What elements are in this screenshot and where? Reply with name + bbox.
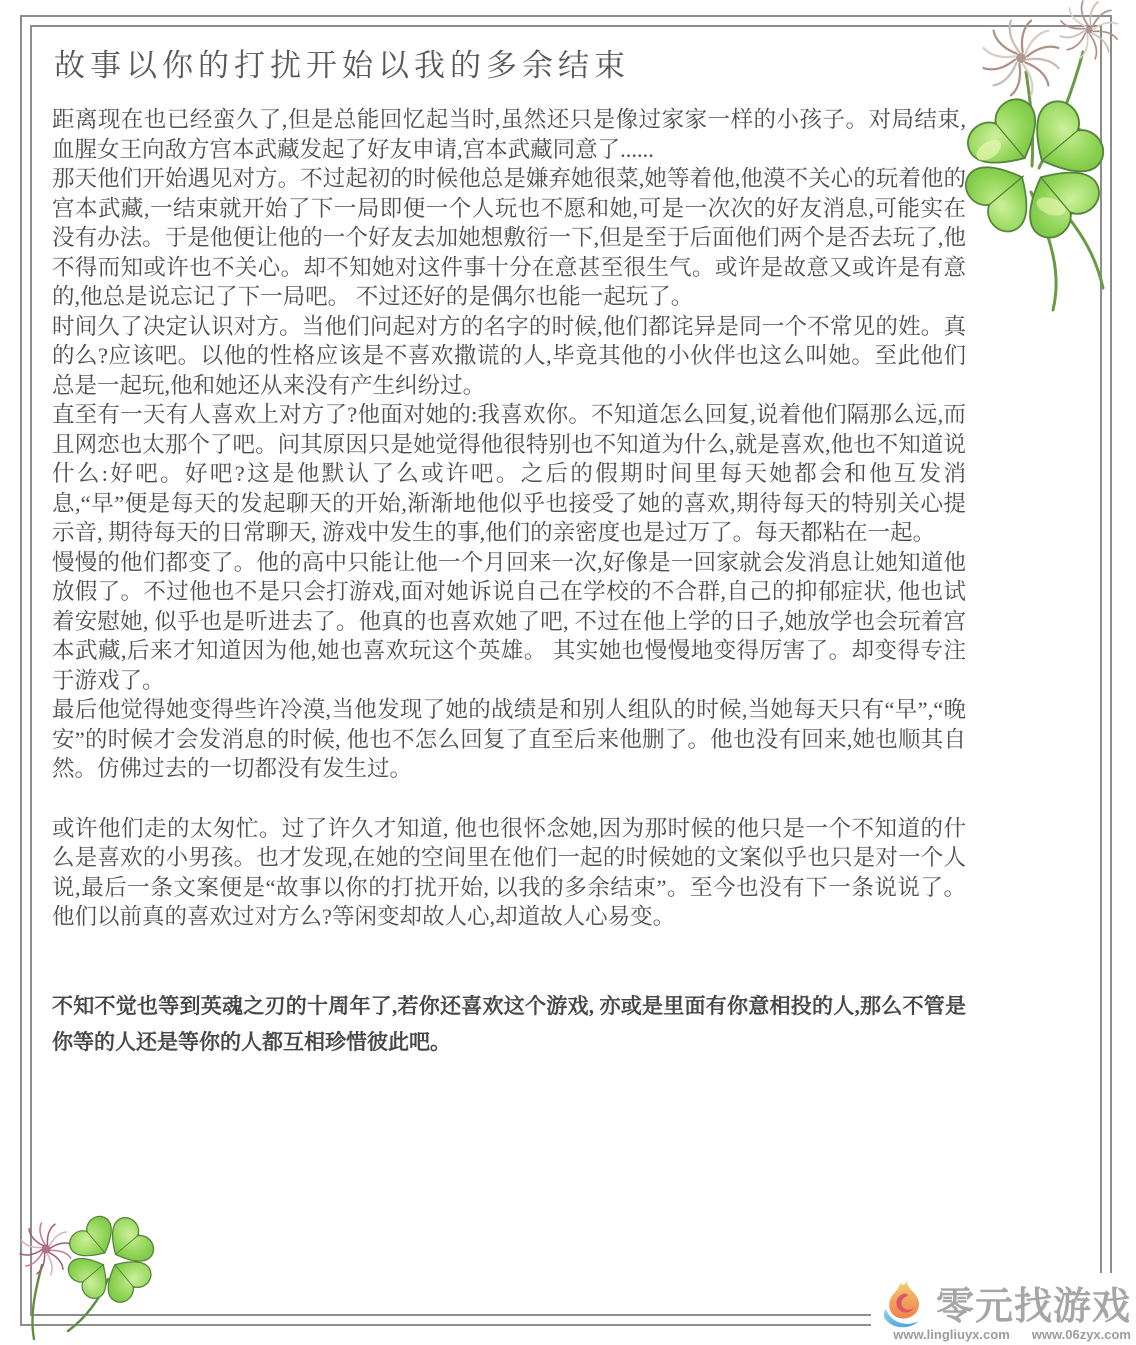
paragraph-6: 最后他觉得她变得些许冷漠,当他发现了她的战绩是和别人组队的时候,当她每天只有“早”,“晚安”的时候才会发消息的时候, 他也不怎么回复了直至后来他删了。他也没有回来,她也顺其自然。仿佛过去的一切都没有发生过。: [52, 697, 966, 781]
paragraph-4: 直至有一天有人喜欢上对方了?他面对她的:我喜欢你。不知道怎么回复,说着他们隔那么远,而且网恋也太那个了吧。问其原因只是她觉得他很特别也不知道为什么,就是喜欢,他也不知道说什么:好吧。好吧?这是他默认了么或许吧。之后的假期时间里每天她都会和他互发消息,“早”便是每天的发起聊天的开始,渐渐地他似乎也接受了她的喜欢,期待每天的特别关心提示音, 期待每天的日常聊天, 游戏中发生的事,他们的亲密度也是过万了。每天都粘在一起。: [52, 402, 966, 545]
watermark-url-1[interactable]: www.lingliuyx.com: [893, 1327, 1010, 1342]
brand-text: 零元找游戏: [935, 1286, 1131, 1328]
watermark-url-2[interactable]: www.06zyx.com: [1031, 1327, 1131, 1342]
site-watermark: [871, 1273, 1134, 1343]
clover-bottom-left-illustration: [0, 1203, 178, 1345]
paragraph-1: 距离现在也已经蛮久了,但是总能回忆起当时,虽然还只是像过家家一样的小孩子。对局结束,血腥女王向敌方宫本武藏发起了好友申请,宫本武藏同意了......: [52, 107, 966, 162]
flame-swirl-icon: [879, 1278, 931, 1328]
page-title: 故事以你的打扰开始以我的多余结束: [54, 48, 630, 83]
paragraph-3: 时间久了决定认识对方。当他们问起对方的名字的时候,他们都诧异是同一个不常见的姓。真的么?应该吧。以他的性格应该是不喜欢撒谎的人,毕竟其他的小伙伴也这么叫她。至此他们总是一起玩,他和她还从来没有产生纠纷过。: [52, 313, 966, 398]
article: [52, 36, 966, 1060]
paragraph-7: 或许他们走的太匆忙。过了许久才知道, 他也很怀念她,因为那时候的他只是一个不知道的什么是喜欢的小男孩。也才发现,在她的空间里在他们一起的时候她的文案似乎也只是对一个人说,最后一条文案便是“故事以你的打扰开始, 以我的多余结束”。至今也没有下一条说说了。他们以前真的喜欢过对方么?等闲变却故人心,却道故人心易变。: [52, 815, 966, 929]
clover-top-right-illustration: [931, 0, 1136, 318]
closing-note: 不知不觉也等到英魂之刃的十周年了,若你还喜欢这个游戏, 亦或是里面有你意相投的人,那么不管是你等的人还是等你的人都互相珍惜彼此吧。: [52, 993, 966, 1054]
paragraph-2: 那天他们开始遇见对方。不过起初的时候他总是嫌弃她很菜,她等着他,他漠不关心的玩着他的宫本武藏,一结束就开始了下一局即便一个人玩也不愿和她,可是一次次的好友消息,可能实在没有办法。于是他便让他的一个好友去加她想敷衍一下,但是至于后面他们两个是否去玩了,他不得而知或许也不关心。却不知她对这件事十分在意甚至很生气。或许是故意又或许是有意的,他总是说忘记了下一局吧。 不过还好的是偶尔也能一起玩了。: [52, 166, 966, 309]
paragraph-5: 慢慢的他们都变了。他的高中只能让他一个月回来一次,好像是一回家就会发消息让她知道他放假了。不过他也不是只会打游戏,面对她诉说自己在学校的不合群,自己的抑郁症状, 他也试着安慰她, 似乎也是听进去了。他真的也喜欢她了吧, 不过在他上学的日子,她放学也会玩着宫本武藏,后来才知道因为他,她也喜欢玩这个英雄。 其实她也慢慢地变得厉害了。却变得专注于游戏了。: [52, 549, 966, 693]
